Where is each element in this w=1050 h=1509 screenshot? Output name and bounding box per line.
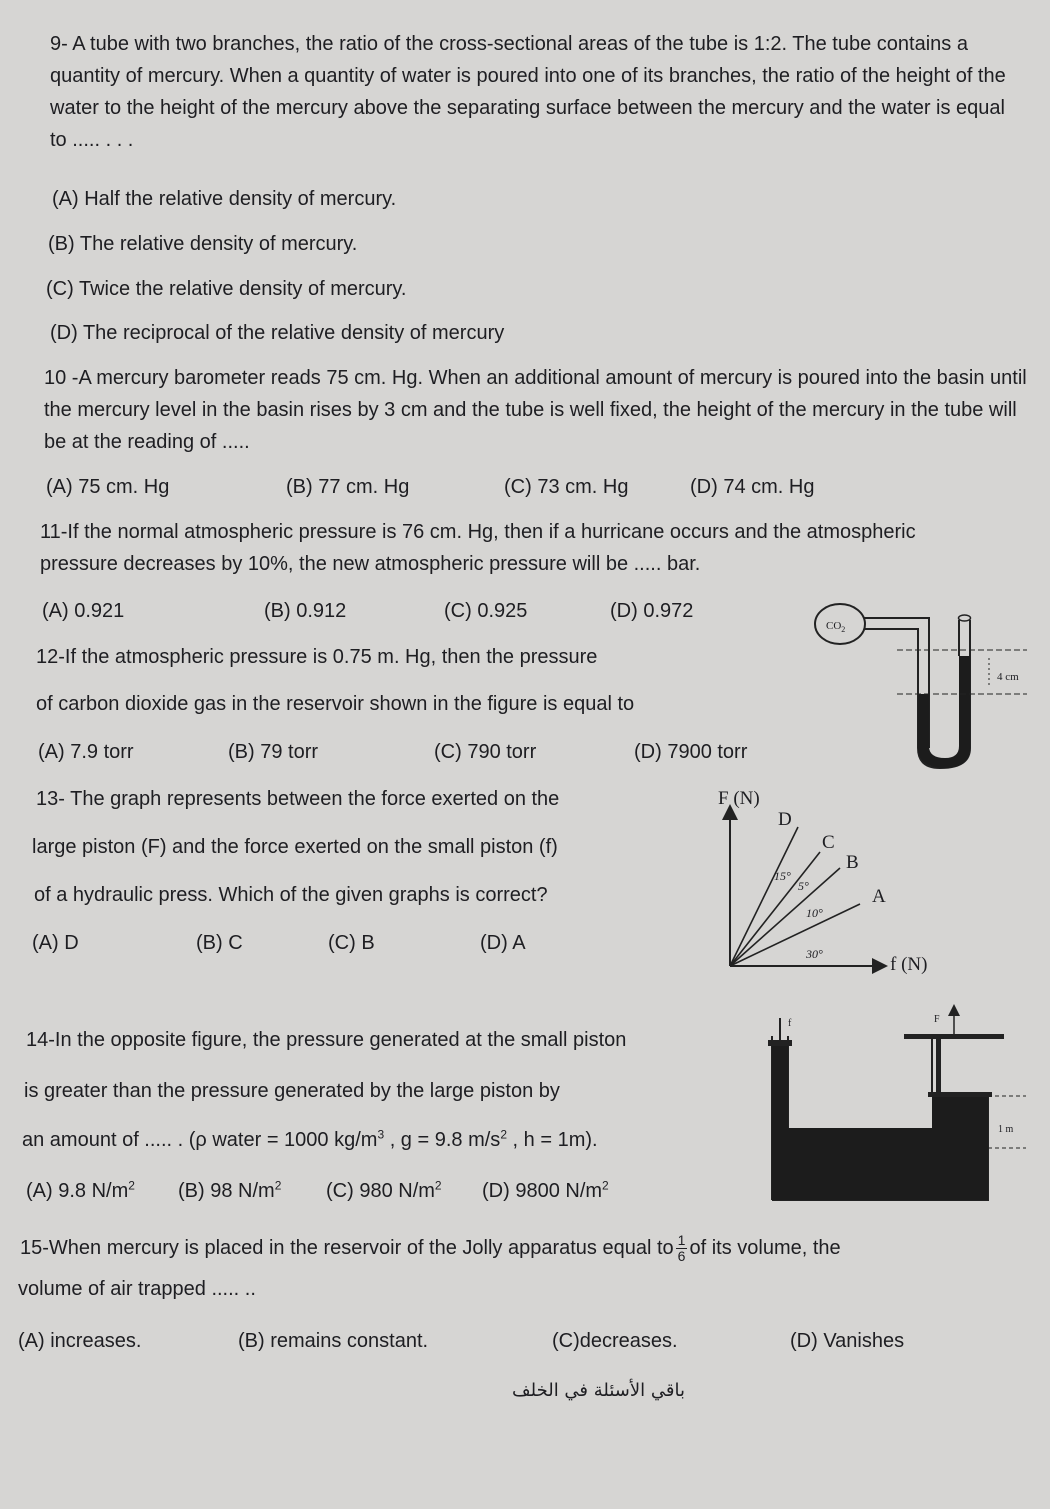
large-piston-label: F [934, 1014, 940, 1025]
q15-option-a: (A) increases. [18, 1330, 142, 1352]
graph-y-label: F (N) [718, 788, 760, 809]
q10-option-d: (D) 74 cm. Hg [690, 476, 815, 498]
q9-option-c: (C) Twice the relative density of mercury. [46, 278, 407, 300]
footer-note: باقي الأسئلة في الخلف [512, 1380, 685, 1401]
q10-option-a: (A) 75 cm. Hg [46, 476, 170, 498]
q15-option-d: (D) Vanishes [790, 1330, 905, 1352]
q14-option-b: (B) 98 $N/m^2$ [178, 1178, 282, 1202]
q11-option-a: (A) 0.921 [42, 600, 125, 622]
q14-line2: is greater than the pressure generated by the large piston by [24, 1080, 560, 1102]
q15-line1: 15-When mercury is placed in the reservoir of the Jolly apparatus equal to $\frac{1}{6}$ of its volume, the [20, 1232, 841, 1265]
manometer-height-label: 4 cm [997, 671, 1019, 683]
q14-option-d: (D) 9800 $N/m^2$ [482, 1178, 609, 1202]
q13-line1: 13- The graph represents between the force exerted on the [36, 788, 560, 810]
q15-option-c: (C)decreases. [552, 1330, 678, 1352]
q13-line3: of a hydraulic press. Which of the given graphs is correct? [34, 884, 548, 906]
q9-option-b: (B) The relative density of mercury. [48, 233, 358, 255]
graph-line-a [730, 904, 860, 966]
q9-stem: 9- A tube with two branches, the ratio of the cross-sectional areas of the tube is 1:2. The tube contains a quantity of mercury. When a quantity of water is poured into one of its branches, the ratio of the height of the water to the height of the mercury above the separating surface between the mercury and the water is equal to ..... . . . [50, 33, 1006, 151]
q11-stem: 11-If the normal atmospheric pressure is 76 cm. Hg, then if a hurricane occurs and the atmospheric pressure decreases by 10%, the new atmospheric pressure will be ..... bar. [40, 521, 916, 575]
q11-option-d: (D) 0.972 [610, 600, 694, 622]
graph-label-c: C [822, 832, 835, 853]
manometer-figure [805, 598, 1035, 788]
q12-option-a: (A) 7.9 torr [38, 741, 134, 763]
small-piston-label: f [788, 1018, 792, 1029]
q10-option-b: (B) 77 cm. Hg [286, 476, 410, 498]
q12-line2: of carbon dioxide gas in the reservoir shown in the figure is equal to [36, 693, 635, 715]
q15-option-b: (B) remains constant. [238, 1330, 429, 1352]
graph-label-a: A [872, 886, 886, 907]
q9-option-a: (A) Half the relative density of mercury. [52, 188, 397, 210]
q13-option-b: (B) C [196, 932, 243, 954]
q14-line3: an amount of ..... . (ρ water = 1000 $kg/m^3$ , g = 9.8 $m/s^2$ , h = 1m). [22, 1127, 598, 1151]
q13-option-a: (A) D [32, 932, 79, 954]
q13-option-d: (D) A [480, 932, 526, 954]
q12-line1: 12-If the atmospheric pressure is 0.75 m. Hg, then the pressure [36, 646, 598, 668]
q14-line1: 14-In the opposite figure, the pressure generated at the small piston [26, 1029, 627, 1051]
q14-option-c: (C) 980 $N/m^2$ [326, 1178, 442, 1202]
q14-option-a: (A) 9.8 $N/m^2$ [26, 1178, 135, 1202]
graph-line-d [730, 827, 798, 966]
q10-option-c: (C) 73 cm. Hg [504, 476, 629, 498]
fraction: $\frac{1}{6}$ [677, 1232, 686, 1265]
q12-option-d: (D) 7900 torr [634, 741, 748, 763]
q9-option-d: (D) The reciprocal of the relative density of mercury [50, 322, 505, 344]
q10-stem: 10 -A mercury barometer reads 75 cm. Hg. When an additional amount of mercury is poured into the basin until the mercury level in the basin rises by 3 cm and the tube is well fixed, the height of the mercury in the tube will be at the reading of ..... [44, 367, 1027, 453]
hydraulic-press-figure [760, 1004, 1032, 1214]
q15-line2: volume of air trapped ..... .. [18, 1278, 256, 1300]
force-graph-figure [700, 780, 960, 980]
q13-line2: large piston (F) and the force exerted on the small piston (f) [32, 836, 558, 858]
q12-option-b: (B) 79 torr [228, 741, 319, 763]
q13-option-c: (C) B [328, 932, 375, 954]
graph-x-label: f (N) [890, 954, 928, 975]
graph-angle-a: 30° [806, 947, 823, 961]
q11-option-c: (C) 0.925 [444, 600, 528, 622]
graph-angle-d: 15° [774, 869, 791, 883]
q11-option-b: (B) 0.912 [264, 600, 347, 622]
graph-label-b: B [846, 852, 859, 873]
height-label: 1 m [998, 1124, 1014, 1135]
graph-angle-b: 10° [806, 906, 823, 920]
q12-option-c: (C) 790 torr [434, 741, 537, 763]
graph-label-d: D [778, 809, 792, 830]
svg-text:CO2: $CO_2$ [826, 620, 846, 634]
graph-angle-c: 5° [798, 879, 809, 893]
